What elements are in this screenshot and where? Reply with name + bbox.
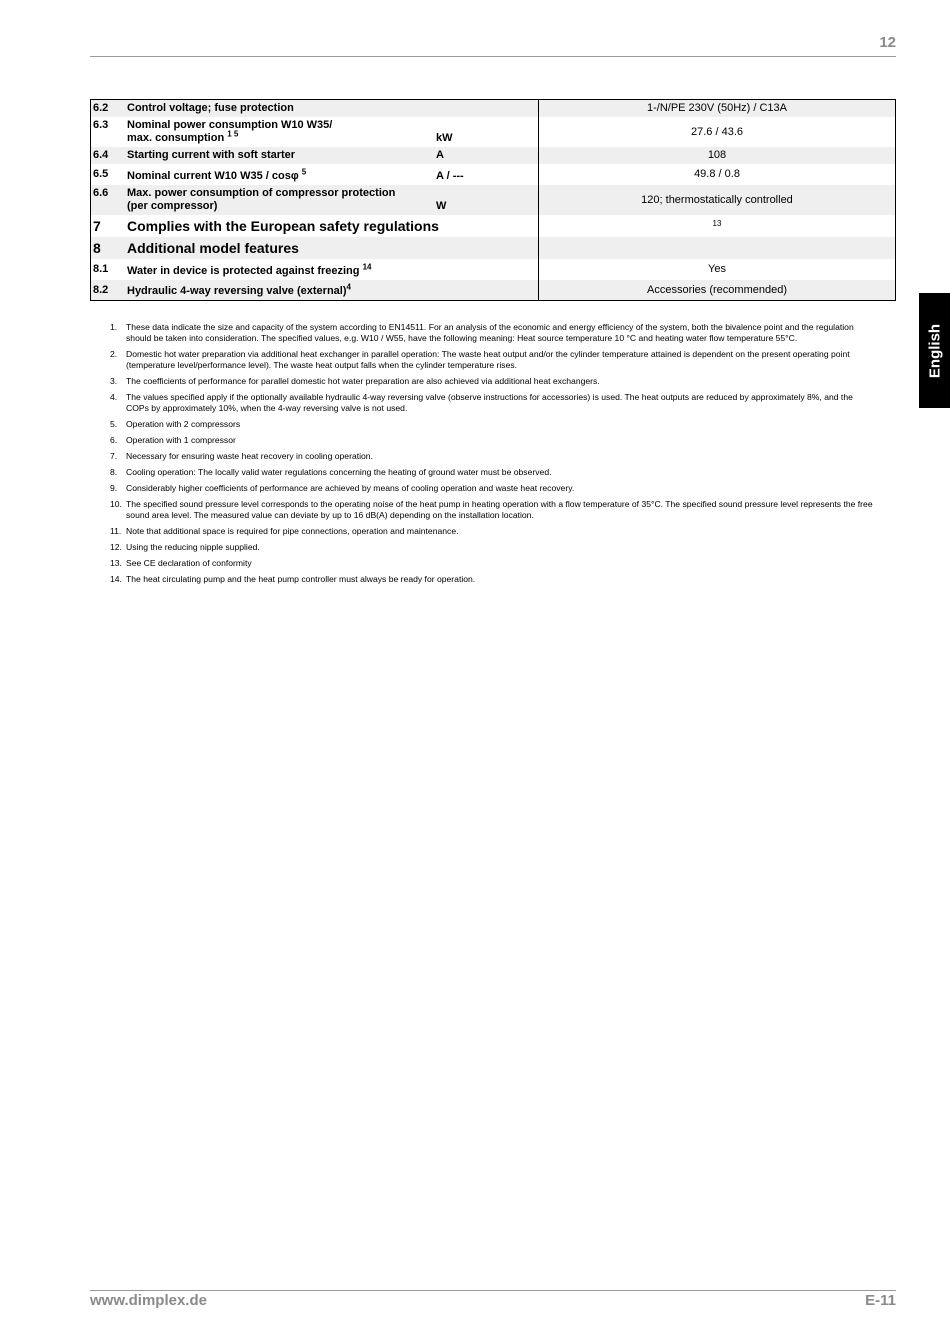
table-row: [91, 100, 896, 118]
footnote-text: The values specified apply if the optionally available hydraulic 4-way reversing valve (observe instructions for accessories) is used. The heat outputs are reduced by approximately 8%, and the COPs by approximately 10%, when the 4-way reversing valve is not used.: [126, 392, 853, 413]
table-row: [91, 164, 896, 185]
footnote-number: 6.: [110, 435, 118, 445]
row-unit: W: [434, 185, 539, 215]
footnote-text: Using the reducing nipple supplied.: [126, 542, 260, 552]
table-row: [91, 117, 896, 147]
section-number: 7: [93, 218, 101, 234]
row-number: 6.5: [93, 168, 109, 180]
table-section-row: [91, 237, 896, 259]
footnote-item: [110, 322, 874, 344]
footnote-number: 1.: [110, 322, 118, 332]
row-label: [125, 164, 434, 185]
footnote-text: Note that additional space is required for pipe connections, operation and maintenance.: [126, 526, 459, 536]
row-number: 6.4: [91, 147, 126, 164]
row-label: [125, 259, 539, 280]
section-number: 8: [91, 237, 126, 259]
footnote-item: [110, 392, 874, 414]
table-section-row: [91, 215, 896, 237]
row-value: 108: [539, 147, 896, 164]
footnote-ref: 13: [712, 219, 722, 228]
footnote-text: Considerably higher coefficients of performance are achieved by means of cooling operation and waste heat recovery.: [126, 483, 575, 493]
row-value: 49.8 / 0.8: [539, 164, 896, 185]
row-label: [125, 117, 434, 147]
footer-divider: [90, 1290, 896, 1291]
footnote-number: 14.: [110, 574, 122, 584]
row-label-text: Hydraulic 4-way reversing valve (external): [127, 285, 347, 297]
row-value: [539, 237, 896, 259]
row-label-text: Nominal current W10 W35 / cosφ: [127, 170, 299, 182]
row-value: [539, 215, 896, 237]
language-label: English: [926, 323, 943, 378]
footnote-text: Operation with 1 compressor: [126, 435, 236, 445]
table-row: [91, 185, 896, 215]
row-label-text: Water in device is protected against freezing: [127, 265, 360, 277]
row-number: 8.1: [93, 263, 109, 275]
footnote-ref: 4: [346, 282, 351, 292]
row-value: 27.6 / 43.6: [539, 117, 896, 147]
footnote-text: Cooling operation: The locally valid water regulations concerning the heating of ground water must be observed.: [126, 467, 552, 477]
footnote-item: [110, 483, 874, 494]
footnote-item: [110, 451, 874, 462]
footnote-number: 12.: [110, 542, 122, 552]
footnote-number: 5.: [110, 419, 118, 429]
footnote-item: [110, 376, 874, 387]
footnote-text: Necessary for ensuring waste heat recovery in cooling operation.: [126, 451, 373, 461]
row-number: 6.3: [93, 119, 109, 131]
footnote-text: See CE declaration of conformity: [126, 558, 252, 568]
footnote-ref: 14: [362, 262, 372, 272]
footer-website: www.dimplex.de: [90, 1292, 207, 1309]
page-number: 12: [879, 34, 896, 51]
footnote-item: [110, 542, 874, 553]
row-label: Starting current with soft starter: [125, 147, 434, 164]
row-label-line2: max. consumption: [127, 132, 225, 144]
row-unit: A: [434, 147, 539, 164]
footnote-ref: 5: [301, 167, 307, 177]
table-row: [91, 147, 896, 164]
row-unit: kW: [436, 132, 453, 144]
footnote-number: 4.: [110, 392, 118, 402]
section-title: Additional model features: [125, 237, 539, 259]
row-label: Control voltage; fuse protection: [125, 100, 434, 118]
footnote-item: [110, 526, 874, 537]
row-label-line2: (per compressor): [127, 200, 218, 212]
footnote-text: The coefficients of performance for parallel domestic hot water preparation are also achieved via additional heat exchangers.: [126, 376, 600, 386]
row-unit: A / ---: [436, 170, 464, 182]
table-row: [91, 259, 896, 280]
table-row: [91, 280, 896, 301]
footnote-number: 11.: [110, 526, 122, 536]
footnote-number: 3.: [110, 376, 118, 386]
footnote-number: 7.: [110, 451, 118, 461]
row-unit: [434, 100, 539, 118]
section-title: Complies with the European safety regulations: [127, 218, 439, 234]
footnote-item: [110, 558, 874, 569]
footnote-number: 2.: [110, 349, 118, 359]
footnote-item: [110, 467, 874, 478]
footnote-number: 13.: [110, 558, 122, 568]
row-value: Accessories (recommended): [539, 280, 896, 301]
footnote-item: [110, 574, 874, 585]
footnote-item: [110, 435, 874, 446]
row-label: [125, 185, 434, 215]
row-value: Yes: [539, 259, 896, 280]
footnote-text: Operation with 2 compressors: [126, 419, 241, 429]
footnote-text: Domestic hot water preparation via additional heat exchanger in parallel operation: The waste heat output and/or the cylinder temperature attained is dependent on the present operating point (temperature level/performance level). The waste heat output falls when the cylinder temperature rises.: [126, 349, 850, 370]
footnote-item: [110, 419, 874, 430]
language-tab: [919, 293, 950, 408]
footnote-text: The heat circulating pump and the heat pump controller must always be ready for operation.: [126, 574, 476, 584]
row-number: 6.6: [91, 185, 126, 215]
footnote-number: 9.: [110, 483, 118, 493]
row-number: 6.2: [91, 100, 126, 118]
row-value: 1-/N/PE 230V (50Hz) / C13A: [539, 100, 896, 118]
row-label-line1: Nominal power consumption W10 W35/: [127, 119, 333, 131]
footnote-item: [110, 349, 874, 371]
header-divider: [90, 56, 896, 57]
footnote-text: These data indicate the size and capacity of the system according to EN14511. For an analysis of the economic and energy efficiency of the system, both the bivalence point and the regulation should be taken into consideration. The specified values, e.g. W10 / W55, have the following meaning: Heat source temperature 10 °C and heating water flow temperature 55°C.: [126, 322, 854, 343]
footnote-item: [110, 499, 874, 521]
spec-table: [90, 99, 896, 301]
row-label: [125, 280, 539, 301]
footnote-number: 10.: [110, 499, 122, 509]
row-value: 120; thermostatically controlled: [539, 185, 896, 215]
row-label-line1: Max. power consumption of compressor protection: [127, 187, 396, 199]
footnote-number: 8.: [110, 467, 118, 477]
row-number: 8.2: [91, 280, 126, 301]
footer-page-code: E-11: [865, 1292, 896, 1309]
footnotes-list: [110, 322, 874, 590]
footnote-ref: 1 5: [227, 129, 239, 139]
footnote-text: The specified sound pressure level corresponds to the operating noise of the heat pump in heating operation with a flow temperature of 35°C. The specified sound pressure level represents the free sound area level. The measured value can deviate by up to 16 dB(A) depending on the installation location.: [126, 499, 873, 520]
